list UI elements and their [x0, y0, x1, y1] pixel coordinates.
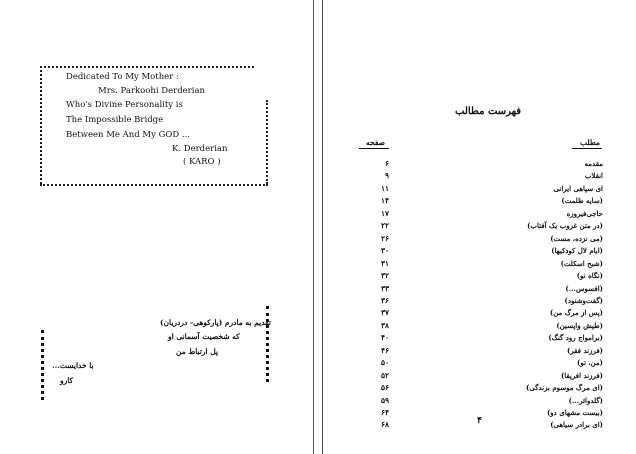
dedication-line: Mrs. Parkoohi Derderian: [98, 86, 205, 96]
toc-entry-page: ۴۰: [380, 333, 389, 343]
toc-row: [323, 383, 636, 395]
toc-entry-page: ۱۴: [380, 196, 389, 206]
column-rule-page: [359, 148, 389, 149]
frame-left-border: [40, 66, 42, 184]
frame-top-border: [40, 66, 254, 68]
toc-entry-title: (ای برادر سیاهی): [550, 420, 603, 430]
toc-entry-title: (افسوس...): [565, 283, 603, 293]
toc-entry-page: ۶۸: [380, 420, 389, 430]
toc-row: [323, 308, 636, 320]
toc-entry-title: (بیست مشهای دو): [546, 408, 603, 417]
frame-right-border: [266, 100, 268, 184]
toc-row: [323, 159, 636, 171]
toc-entry-page: ۵۲: [380, 370, 389, 380]
frame-bottom-border: [40, 184, 268, 186]
toc-row: [323, 333, 636, 345]
toc-entry-title: (می نزده، مست): [550, 233, 603, 243]
toc-row: [323, 284, 636, 296]
toc-entry-title: (ایام لال کودکیها): [551, 246, 603, 256]
dedication-fa-line: تقدیم به مادرم (پارکوهی- دردریان): [160, 318, 272, 327]
toc-entry-title: مقدمه: [584, 159, 603, 168]
toc-entry-page: ۲۲: [380, 221, 389, 231]
right-page: [323, 0, 636, 454]
toc-row: [323, 171, 636, 183]
toc-entry-title: حاجی‌فیروزه: [566, 208, 603, 218]
column-rule-title: [572, 148, 602, 149]
bead-ornament-left: [41, 330, 44, 400]
dedication-line: Who's Divine Personality is: [66, 100, 183, 110]
toc-entry-title: (من، تو): [577, 358, 603, 368]
toc-entry-page: ۵۹: [380, 395, 389, 405]
dedication-line: Dedicated To My Mother :: [66, 72, 179, 82]
dedication-fa-line: که شخصیت آسمانی او: [168, 332, 240, 341]
toc-row: [323, 358, 636, 370]
toc-row: [323, 209, 636, 221]
toc-entry-title: (شبح اسکلت): [560, 258, 603, 268]
toc-row: [323, 221, 636, 233]
toc-entry-page: ۵۶: [380, 383, 389, 393]
dedication-fa-line: پل ارتباط من: [176, 347, 218, 356]
toc-row: [323, 346, 636, 358]
spine-line: [313, 0, 314, 454]
left-page: [0, 0, 313, 454]
toc-row: [323, 259, 636, 271]
toc-row: [323, 396, 636, 408]
toc-row: [323, 321, 636, 333]
toc-entry-page: ۱۱: [380, 183, 389, 193]
toc-entry-page: ۶: [384, 159, 389, 168]
toc-entry-title: (ای مرگ موسوم بزندگی): [525, 383, 603, 393]
toc-entry-title: (گفت‌وشنود): [564, 295, 603, 305]
toc-row: [323, 234, 636, 246]
toc-entry-title: (فرزند فقر): [566, 345, 603, 355]
toc-row: [323, 371, 636, 383]
toc-entry-page: ۱۷: [380, 208, 389, 218]
toc-row: [323, 196, 636, 208]
toc-entry-page: ۳۷: [380, 308, 389, 318]
dedication-signature: K. Derderian: [172, 144, 228, 154]
toc-entry-page: ۴۶: [380, 345, 389, 355]
toc-entry-title: انقلاب: [584, 171, 603, 181]
toc-entry-title: (سایه ظلمت): [561, 196, 603, 206]
toc-entry-title: (پس از مرگ من): [549, 308, 603, 318]
dedication-fa-line: با خدایست...: [52, 361, 94, 370]
dedication-fa-signature: کارو: [60, 376, 74, 385]
toc-entry-page: ۳۰: [380, 246, 389, 256]
page-number: ۴: [477, 416, 482, 426]
dedication-pen-name: ( KARO ): [183, 157, 221, 167]
toc-entry-page: ۳۳: [380, 283, 389, 293]
toc-entry-page: ۶۴: [380, 408, 389, 417]
toc-entry-page: ۹: [384, 171, 389, 181]
contents-title: فهرست مطالب: [455, 106, 522, 117]
toc-entry-title: (طپش واپسین): [556, 320, 603, 330]
toc-entry-page: ۳۱: [380, 258, 389, 268]
toc-entry-title: (نگاه نو): [576, 271, 603, 281]
toc-entry-page: ۵۰: [380, 358, 389, 368]
toc-entry-title: (گلدوائر...): [568, 395, 603, 405]
toc-entry-title: (فرزند افریقا): [560, 370, 603, 380]
toc-entry-page: ۳۲: [380, 271, 389, 281]
toc-entry-title: (در متن غروب یک آفتاب): [527, 221, 603, 231]
toc-entry-title: ای سپاهی ایرانی: [553, 183, 603, 193]
toc-row: [323, 271, 636, 283]
column-header-page: صفحه: [366, 138, 386, 147]
dedication-line: Between Me And My GOD ...: [66, 130, 190, 140]
toc-row: [323, 296, 636, 308]
toc-row: [323, 246, 636, 258]
column-header-title: مطلب: [580, 138, 601, 147]
toc-entry-page: ۳۸: [380, 320, 389, 330]
dedication-line: The Impossible Bridge: [66, 115, 164, 125]
toc-row: [323, 184, 636, 196]
toc-entry-page: ۳۶: [380, 295, 389, 305]
toc-entry-page: ۲۶: [380, 233, 389, 243]
toc-entry-title: (برامواج رود گنگ): [548, 333, 603, 343]
